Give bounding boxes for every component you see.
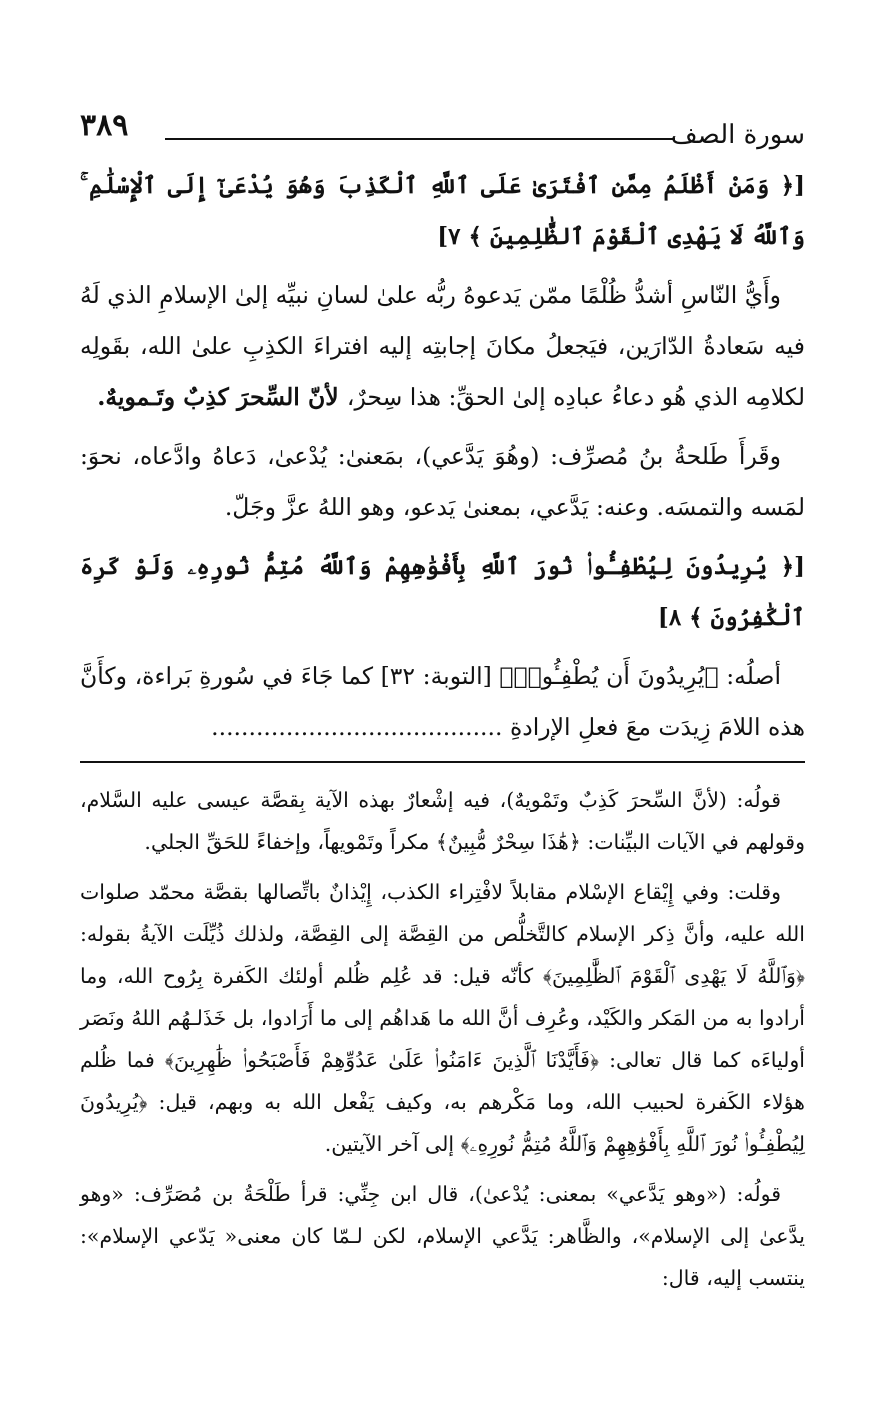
footnote-2: وقلت: وفي إِيْقاع الإسْلام مقابلاً لافْتِراء الكذب، إِيْذانٌ باتِّصالها بقصَّة محمّد صلوات الله عليه، وأنَّ ذِكر الإسلام كالتَّخلُّص من القِصَّة إلى القِصَّة، ولذلك ذُيِّلَت الآيةُ بقوله: ﴿وَٱللَّهُ لَا يَهْدِى ٱلْقَوْمَ ٱلظَّٰلِمِينَ﴾ كأنّه قيل: قد عُلِم ظُلم أولئك الكَفرة بِرُوح الله، وما أرادوا به من المَكر والكَيْد، وعُرِف أنَّ الله ما هَداهُم إلى ما أَرَادوا، بل خَذَلـهُم اللهُ ونَصَر أولياءَه كما قال تعالى: ﴿فَأَيَّدْنَا ٱلَّذِينَ ءَامَنُوا۟ عَلَىٰ عَدُوِّهِمْ فَأَصْبَحُوا۟ ظَٰهِرِينَ﴾ فما ظُلم هؤلاء الكَفرة لحبيب الله، وما مَكْرهم به، وكيف يَفْعل الله به وبهم، قيل: ﴿يُرِيدُونَ لِيُطْفِـُٔوا۟ نُورَ ٱللَّهِ بِأَفْوَٰهِهِمْ وَٱللَّهُ مُتِمُّ نُورِهِۦ﴾ إلى آخر الآيتين. [80,880,805,1156]
verse-7: [﴿ وَمَنْ أَظْلَمُ مِمَّنِ ٱفْتَرَىٰ عَلَى ٱللَّهِ ٱلْكَذِبَ وَهُوَ يُدْعَىٰٓ إِلَى ٱلْإِسْلَٰمِ ۚ وَٱللَّهُ لَا يَهْدِى ٱلْقَوْمَ ٱلظَّٰلِمِينَ ﴾ ٧] [80,172,805,250]
footnote-divider [80,761,805,763]
main-text [80,160,805,753]
footnotes [80,779,805,1299]
surah-name: سورة الصف [670,120,805,150]
commentary-paragraph-3: أصلُه: ﴿يُرِيدُونَ أَن يُطْفِـُٔوا۟﴾ [التوبة: ٣٢] كما جَاءَ في سُورةِ بَراءة، وكأَنَّ هذه اللامَ زِيدَت معَ فعلِ الإرادةِ ....................................... [80,662,805,741]
commentary-text: وأَيُّ النّاسِ أشدُّ ظُلْمًا ممّن يَدعوهُ ربُّه علىٰ لسانِ نبيِّه إلىٰ الإسلامِ الذي لَهُ فيه سَعادةُ الدّارَين، فيَجعلُ مكانَ إجابتِه إليه افتراءَ الكذِبِ علىٰ الله، بقَولِه لكلامِه الذي هُو دعاءُ عبادِه إلىٰ الحقِّ: هذا سِحرٌ، [80,281,805,411]
page-header [80,100,805,160]
commentary-paragraph-2: وقَرأَ طَلحةُ بنُ مُصرِّف: (وهُوَ يَدَّعي)، بمَعنىٰ: يُدْعىٰ، دَعاهُ وادَّعاه، نحوَ: لمَسه والتمسَه. وعنه: يَدَّعي، بمعنىٰ يَدعو، وهو اللهُ عزَّ وجَلّ. [80,442,805,521]
verse-8: [﴿ يُرِيدُونَ لِيُطْفِـُٔوا۟ نُورَ ٱللَّهِ بِأَفْوَٰهِهِمْ وَٱللَّهُ مُتِمُّ نُورِهِۦ وَلَوْ كَرِهَ ٱلْكَٰفِرُونَ ﴾ ٨] [80,553,805,631]
footnote-3: قولُه: («وهو يَدَّعي» بمعنى: يُدْعىٰ)، قال ابن جِنِّي: قرأ طَلْحَةُ بن مُصَرِّف: «وهو يدَّعىٰ إلى الإسلام»، والظَّاهر: يَدَّعي الإسلام، لكن لـمّا كان معنى« يَدّعي الإسلام»: ينتسب إليه، قال: [80,1182,805,1290]
page [80,100,805,1307]
commentary-paragraph-1 [80,270,805,423]
header-rule [165,138,675,140]
commentary-bold-phrase: لأنّ السِّحرَ كذِبٌ وتَـمويهٌ. [97,383,347,411]
footnote-1: قولُه: (لأنَّ السِّحرَ كَذِبٌ وتَمْويهٌ)، فيه إشْعارٌ بهذه الآية بِقصَّة عيسى عليه السَّلام، وقولهم في الآيات البيِّنات: ﴿هَٰذَا سِحْرٌ مُّبِينٌ﴾ مكراً وتَمْويهاً، وإخفاءً للحَقِّ الجلي. [80,788,805,854]
page-number: ٣٨٩ [80,108,129,143]
